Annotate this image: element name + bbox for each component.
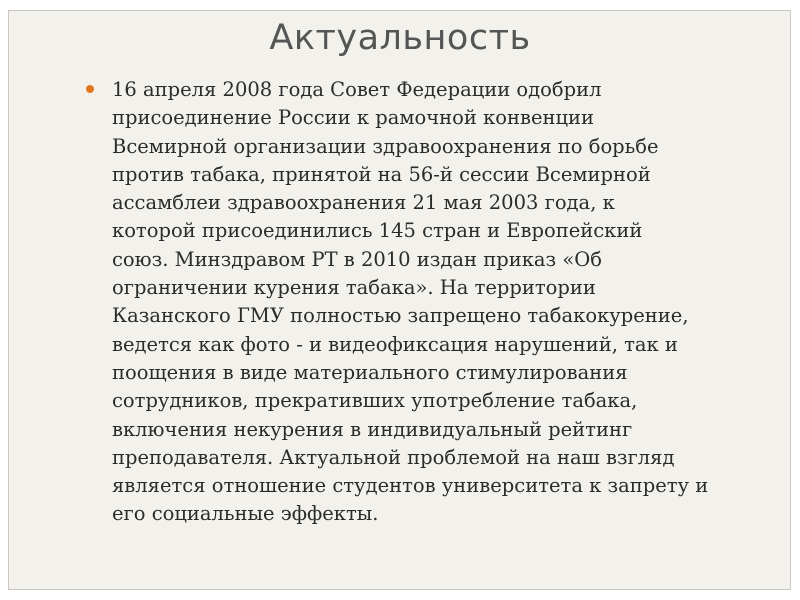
slide-title: Актуальность bbox=[269, 18, 531, 58]
bullet-dot-icon bbox=[86, 85, 94, 93]
bullet-item bbox=[86, 76, 766, 529]
bullet-text: 16 апреля 2008 года Совет Федерации одобрил присоединение России к рамочной конвенции Всемирной организации здравоохранения по борьбе против табака, принятой на 56-й сессии Всемирной ассамблеи здравоохранения 21 мая 2003 года, к которой присоединились 145 стран и Европейский союз. Минздравом РТ в 2010 издан приказ «Об ограничении курения табака». На территории Казанского ГМУ полностью запрещено табакокурение, ведется как фото - и видеофиксация нарушений, так и поощения в виде материального стимулирования сотрудников, прекративших употребление табака, включения некурения в индивидуальный рейтинг преподавателя. Актуальной проблемой на наш взгляд является отношение студентов университета к запрету и его социальные эффекты. bbox=[112, 78, 709, 526]
slide-content bbox=[86, 76, 766, 529]
